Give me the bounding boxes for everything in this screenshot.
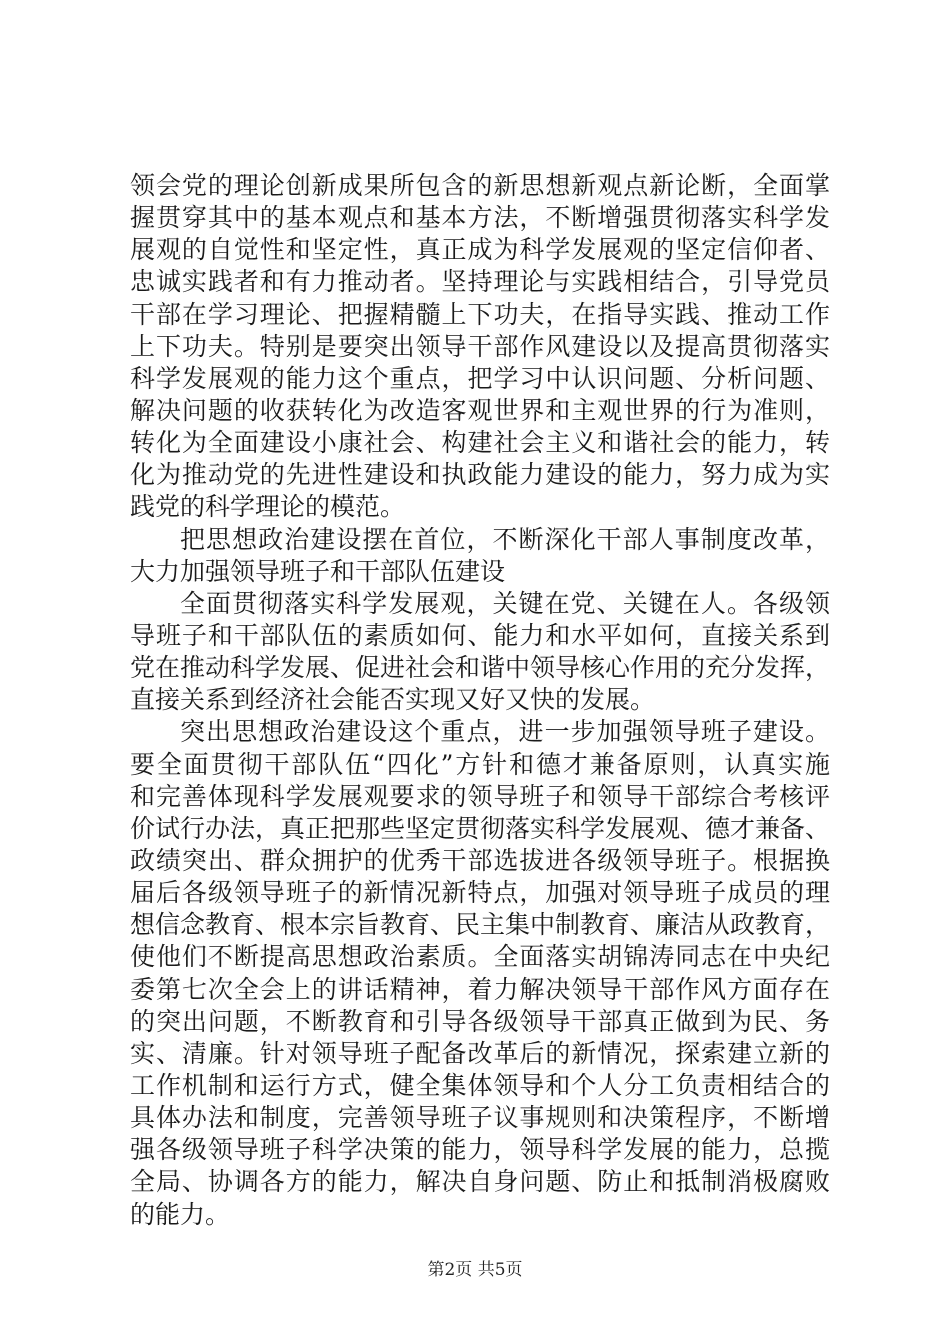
- paragraph-line: 导班子和干部队伍的素质如何、能力和水平如何，直接关系到: [130, 620, 830, 650]
- paragraph-line: 转化为全面建设小康社会、构建社会主义和谐社会的能力，转: [130, 428, 830, 458]
- paragraph: [130, 524, 830, 588]
- paragraph-line: 党在推动科学发展、促进社会和谐中领导核心作用的充分发挥，: [130, 653, 831, 683]
- paragraph-line: 的突出问题，不断教育和引导各级领导干部真正做到为民、务: [130, 1006, 830, 1036]
- paragraph: [130, 716, 830, 1230]
- paragraph-line: 科学发展观的能力这个重点，把学习中认识问题、分析问题、: [130, 363, 830, 393]
- paragraph-line: 强各级领导班子科学决策的能力，领导科学发展的能力，总揽: [130, 1135, 830, 1165]
- paragraph-line: 工作机制和运行方式，健全集体领导和个人分工负责相结合的: [130, 1070, 830, 1100]
- paragraph-line: 想信念教育、根本宗旨教育、民主集中制教育、廉洁从政教育，: [130, 910, 831, 940]
- paragraph-line: 化为推动党的先进性建设和执政能力建设的能力，努力成为实: [130, 460, 830, 490]
- paragraph-line: 委第七次全会上的讲话精神，着力解决领导干部作风方面存在: [130, 974, 830, 1004]
- paragraph-line: 践党的科学理论的模范。: [130, 492, 406, 522]
- paragraph-line: 解决问题的收获转化为改造客观世界和主观世界的行为准则，: [130, 395, 830, 425]
- paragraph: [130, 588, 830, 717]
- paragraph-line: 握贯穿其中的基本观点和基本方法，不断增强贯彻落实科学发: [130, 203, 830, 233]
- paragraph-line: 大力加强领导班子和干部队伍建设: [130, 556, 506, 586]
- paragraph: [130, 170, 830, 524]
- page-number-footer: 第2页 共5页: [427, 1260, 523, 1280]
- paragraph-line: 价试行办法，真正把那些坚定贯彻落实科学发展观、德才兼备、: [130, 813, 831, 843]
- paragraph-line: 干部在学习理论、把握精髓上下功夫，在指导实践、推动工作: [130, 299, 830, 329]
- paragraph-line: 突出思想政治建设这个重点，进一步加强领导班子建设。: [180, 717, 830, 747]
- document-body: [130, 170, 830, 1231]
- paragraph-line: 全局、协调各方的能力，解决自身问题、防止和抵制消极腐败: [130, 1167, 830, 1197]
- paragraph-line: 展观的自觉性和坚定性，真正成为科学发展观的坚定信仰者、: [130, 235, 830, 265]
- paragraph-line: 要全面贯彻干部队伍“四化”方针和德才兼备原则，认真实施: [130, 749, 830, 779]
- paragraph-line: 忠诚实践者和有力推动者。坚持理论与实践相结合，引导党员: [130, 267, 830, 297]
- paragraph-line: 全面贯彻落实科学发展观，关键在党、关键在人。各级领: [180, 588, 830, 618]
- paragraph-line: 直接关系到经济社会能否实现又好又快的发展。: [130, 685, 656, 715]
- paragraph-line: 具体办法和制度，完善领导班子议事规则和决策程序，不断增: [130, 1103, 830, 1133]
- paragraph-line: 的能力。: [130, 1199, 231, 1229]
- paragraph-line: 领会党的理论创新成果所包含的新思想新观点新论断，全面掌: [130, 171, 830, 200]
- paragraph-line: 上下功夫。特别是要突出领导干部作风建设以及提高贯彻落实: [130, 331, 830, 361]
- paragraph-line: 和完善体现科学发展观要求的领导班子和领导干部综合考核评: [130, 781, 830, 811]
- paragraph-line: 使他们不断提高思想政治素质。全面落实胡锦涛同志在中央纪: [130, 942, 830, 972]
- paragraph-line: 把思想政治建设摆在首位，不断深化干部人事制度改革，: [180, 524, 830, 554]
- paragraph-line: 政绩突出、群众拥护的优秀干部选拔进各级领导班子。根据换: [130, 845, 830, 875]
- paragraph-line: 实、清廉。针对领导班子配备改革后的新情况，探索建立新的: [130, 1038, 830, 1068]
- paragraph-line: 届后各级领导班子的新情况新特点，加强对领导班子成员的理: [130, 878, 830, 908]
